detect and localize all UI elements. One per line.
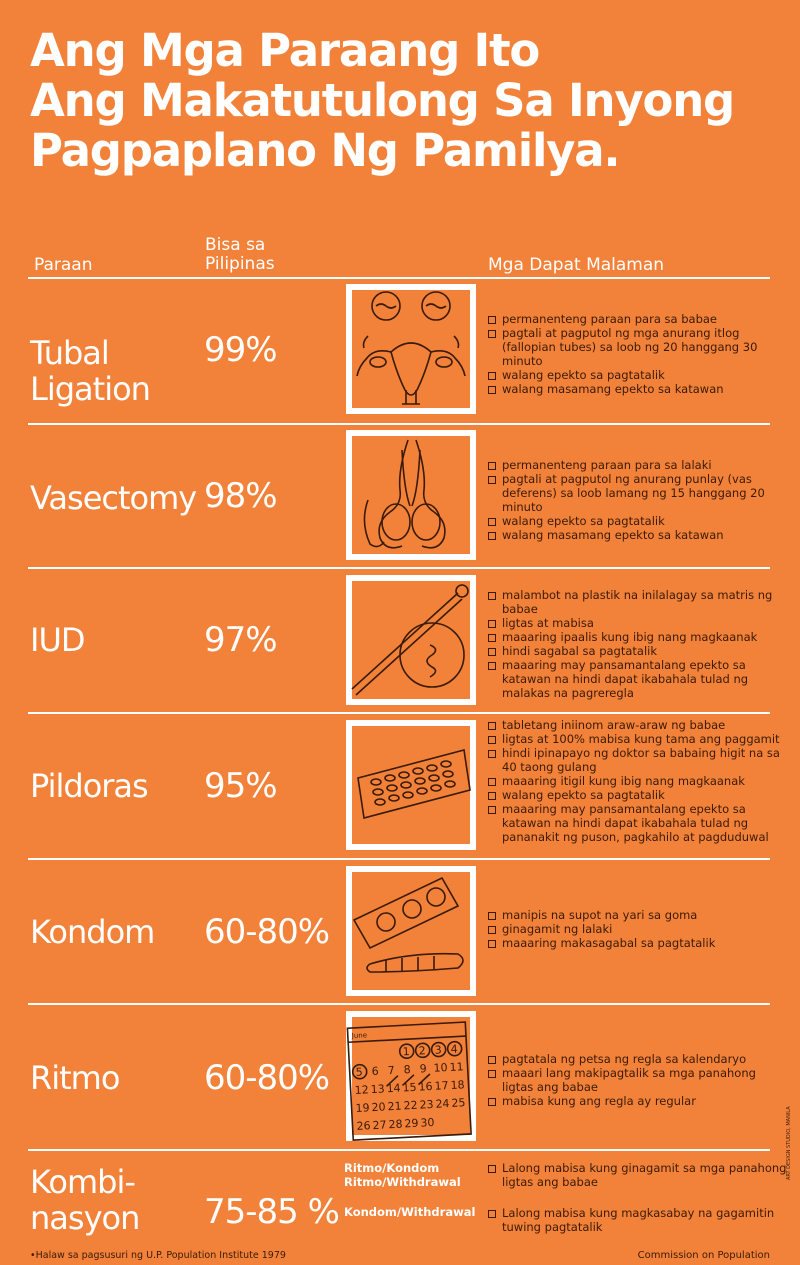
combo-label: Ritmo/Withdrawal	[344, 1175, 461, 1189]
organization-name: Commission on Population	[637, 1250, 770, 1261]
title-line-3: Pagpaplano Ng Pamilya.	[30, 124, 620, 177]
note-item: maaaring makasagabal sa pagtatalik	[488, 936, 788, 950]
notes-list	[488, 718, 788, 844]
method-name	[30, 335, 150, 407]
svg-text:14: 14	[386, 1081, 401, 1096]
notes-list	[488, 312, 788, 396]
svg-text:19: 19	[355, 1101, 370, 1115]
combo-label: Kondom/Withdrawal	[344, 1205, 476, 1219]
effectivity-percent: 99%	[204, 330, 277, 370]
svg-text:18: 18	[450, 1078, 465, 1092]
note-item: mabisa kung ang regla ay regular	[488, 1094, 788, 1108]
pill-pack-icon	[346, 720, 476, 850]
svg-text:10: 10	[433, 1061, 448, 1075]
effectivity-percent: 60-80%	[204, 912, 330, 952]
note-item: walang masamang epekto sa katawan	[488, 382, 788, 396]
divider-line	[28, 858, 770, 860]
header-method: Paraan	[34, 255, 93, 275]
notes-list	[488, 458, 788, 542]
note-item: permanenteng paraan para sa babae	[488, 312, 788, 326]
note-item: walang epekto sa pagtatalik	[488, 788, 788, 802]
svg-text:3: 3	[434, 1043, 443, 1057]
notes-list	[488, 908, 788, 950]
svg-text:21: 21	[387, 1099, 402, 1114]
note-item: maaaring may pansamantalang epekto sa katawan na hindi dapat ikabahala tulad ng malakas na pagreregla	[488, 658, 788, 700]
note-item: manipis na supot na yari sa goma	[488, 908, 788, 922]
note-item: maaaring itigil kung ibig nang magkaanak	[488, 774, 788, 788]
title-line-1: Ang Mga Paraang Ito	[30, 24, 540, 77]
svg-text:28: 28	[388, 1117, 403, 1132]
note-item: permanenteng paraan para sa lalaki	[488, 458, 788, 472]
title-line-2: Ang Makatutulong Sa Inyong	[30, 74, 735, 127]
method-name-line2: Ligation	[30, 370, 150, 408]
divider-line	[28, 423, 770, 425]
svg-text:24: 24	[435, 1097, 450, 1111]
svg-text:16: 16	[418, 1079, 433, 1094]
effectivity-percent: 98%	[204, 476, 277, 516]
svg-text:26: 26	[356, 1119, 371, 1133]
divider-line	[28, 277, 770, 279]
note-item: maaaring ipaalis kung ibig nang magkaanak	[488, 630, 788, 644]
poster-title	[30, 26, 770, 176]
svg-text:29: 29	[404, 1116, 419, 1131]
calendar-month: June	[351, 1031, 368, 1041]
effectivity-percent: 60-80%	[204, 1058, 330, 1098]
method-name-line1: Kombi-	[30, 1163, 135, 1201]
note-item: ligtas at 100% mabisa kung tama ang paggamit	[488, 732, 788, 746]
svg-text:15: 15	[402, 1080, 417, 1095]
method-name-line1: Ritmo	[30, 1059, 120, 1097]
svg-text:25: 25	[451, 1096, 466, 1110]
svg-text:8: 8	[403, 1063, 411, 1077]
method-name	[30, 1164, 139, 1236]
notes-list	[488, 1161, 788, 1189]
design-credit: ART DESIGN STUDIO, MANILA	[786, 1106, 792, 1180]
method-name	[30, 480, 196, 516]
method-name	[30, 1060, 119, 1096]
combo-label: Ritmo/Kondom	[344, 1161, 440, 1175]
calendar-icon	[346, 1011, 476, 1141]
notes-list	[488, 588, 788, 700]
note-item: maaaring may pansamantalang epekto sa katawan na hindi dapat ikabahala tulad ng pananakit ng puson, pagkahilo at pagduduwal	[488, 802, 788, 844]
method-name	[30, 622, 85, 658]
svg-text:13: 13	[370, 1082, 385, 1097]
note-item: walang epekto sa pagtatalik	[488, 514, 788, 528]
header-effectivity-line2: Pilipinas	[205, 254, 275, 274]
note-item: tabletang iniinom araw-araw ng babae	[488, 718, 788, 732]
note-item: pagtali at pagputol ng mga anurang itlog (fallopian tubes) sa loob ng 20 hanggang 30 minuto	[488, 326, 788, 368]
note-item: maaari lang makipagtalik sa mga panahong ligtas ang babae	[488, 1066, 788, 1094]
divider-line	[28, 1149, 770, 1151]
svg-text:17: 17	[434, 1079, 449, 1093]
method-name-line1: Kondom	[30, 913, 155, 951]
svg-text:27: 27	[372, 1118, 387, 1133]
header-notes: Mga Dapat Malaman	[488, 255, 665, 275]
header-effectivity	[205, 236, 275, 274]
svg-text:1: 1	[402, 1045, 411, 1059]
svg-text:5: 5	[355, 1065, 364, 1079]
note-item: Lalong mabisa kung magkasabay na gagamitin tuwing pagtatalik	[488, 1206, 788, 1234]
note-item: malambot na plastik na inilalagay sa matris ng babae	[488, 588, 788, 616]
divider-line	[28, 567, 770, 569]
source-note: •Halaw sa pagsusuri ng U.P. Population Institute 1979	[30, 1250, 286, 1261]
svg-text:2: 2	[418, 1044, 427, 1058]
note-item: hindi ipinapayo ng doktor sa babaing higit na sa 40 taong gulang	[488, 746, 788, 774]
method-name-line1: Vasectomy	[30, 479, 197, 517]
svg-text:4: 4	[450, 1042, 458, 1056]
method-name	[30, 914, 154, 950]
header-effectivity-line1: Bisa sa	[205, 235, 266, 255]
divider-line	[28, 712, 770, 714]
note-item: pagtatala ng petsa ng regla sa kalendaryo	[488, 1052, 788, 1066]
divider-line	[28, 1003, 770, 1005]
notes-list	[488, 1052, 788, 1108]
svg-text:22: 22	[403, 1098, 418, 1113]
svg-text:20: 20	[371, 1100, 386, 1115]
method-name-line1: Pildoras	[30, 767, 148, 805]
note-item: ligtas at mabisa	[488, 616, 788, 630]
svg-text:11: 11	[449, 1060, 464, 1074]
svg-text:7: 7	[387, 1063, 396, 1078]
note-item: hindi sagabal sa pagtatalik	[488, 644, 788, 658]
effectivity-percent: 95%	[204, 766, 277, 806]
effectivity-percent: 97%	[204, 620, 277, 660]
male-reproductive-icon	[346, 430, 476, 560]
note-item: pagtali at pagputol ng anurang punlay (vas deferens) sa loob lamang ng 15 hanggang 20 minuto	[488, 472, 788, 514]
note-item: Lalong mabisa kung ginagamit sa mga panahong ligtas ang babae	[488, 1161, 788, 1189]
effectivity-percent: 75-85 %	[204, 1192, 339, 1232]
method-name	[30, 768, 148, 804]
svg-text:23: 23	[419, 1097, 434, 1112]
method-name-line1: Tubal	[30, 334, 109, 372]
svg-text:6: 6	[371, 1064, 380, 1079]
svg-text:30: 30	[420, 1115, 435, 1130]
condom-icon	[346, 866, 476, 996]
svg-text:9: 9	[419, 1062, 427, 1076]
method-name-line1: IUD	[30, 621, 85, 659]
note-item: walang masamang epekto sa katawan	[488, 528, 788, 542]
method-name-line2: nasyon	[30, 1199, 140, 1237]
svg-text:12: 12	[354, 1083, 370, 1097]
female-reproductive-icon	[346, 284, 476, 414]
note-item: ginagamit ng lalaki	[488, 922, 788, 936]
iud-icon	[346, 575, 476, 705]
note-item: walang epekto sa pagtatalik	[488, 368, 788, 382]
notes-list	[488, 1206, 788, 1234]
